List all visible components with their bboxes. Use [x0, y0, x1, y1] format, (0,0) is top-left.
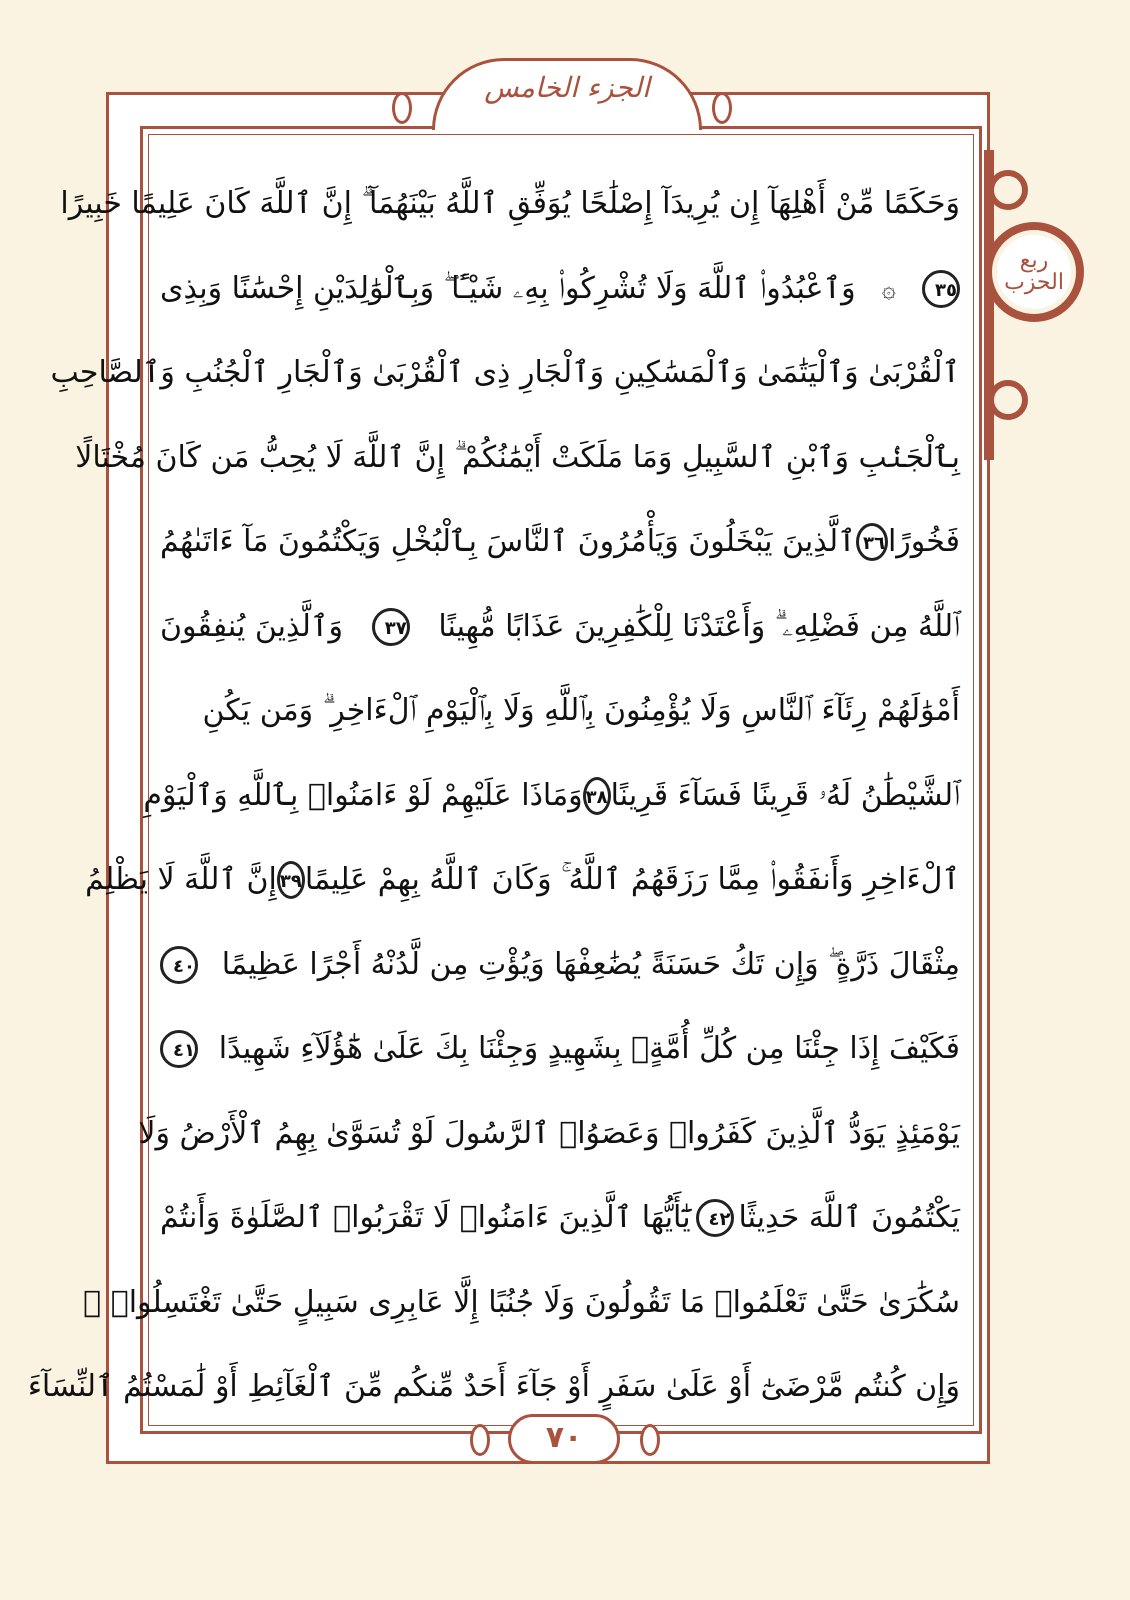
rub-al-hizb-label: ربع الحزب [997, 235, 1071, 309]
curl-ornament-icon [988, 380, 1028, 420]
verse-number-marker: ٤٠ [160, 946, 198, 984]
text-line [160, 1176, 960, 1261]
text-segment: سُكَٰرَىٰ حَتَّىٰ تَعْلَمُوا۟ مَا تَقُولُونَ وَلَا جُنُبًا إِلَّا عَابِرِى سَبِيلٍ حَتَّىٰ تَغْتَسِلُوا۟ ۚ [83, 1284, 960, 1320]
text-line [85, 838, 960, 923]
page-number: ٧٠ [508, 1414, 620, 1464]
verse-number-marker: ٣٦ [856, 523, 888, 561]
text-segment: وَٱعْبُدُوا۟ ٱللَّهَ وَلَا تُشْرِكُوا۟ بِهِۦ شَيْـًٔا ۖ وَبِٱلْوَٰلِدَيْنِ إِحْسَٰنًا وَبِذِى [160, 270, 856, 306]
text-line [138, 1092, 960, 1177]
verse-number-marker: ٤٢ [696, 1199, 734, 1237]
text-line [83, 1261, 960, 1346]
text-segment: يَكْتُمُونَ ٱللَّهَ حَدِيثًا [738, 1200, 960, 1236]
text-line [160, 669, 960, 754]
leaf-ornament-icon [392, 92, 412, 124]
text-segment: يَوْمَئِذٍ يَوَدُّ ٱلَّذِينَ كَفَرُوا۟ وَعَصَوُا۟ ٱلرَّسُولَ لَوْ تُسَوَّىٰ بِهِمُ ٱلْأَرْضُ وَلَا [138, 1115, 960, 1151]
text-segment: وَإِن كُنتُم مَّرْضَىٰٓ أَوْ عَلَىٰ سَفَرٍ أَوْ جَآءَ أَحَدٌ مِّنكُم مِّنَ ٱلْغَآئِطِ أَوْ لَٰمَسْتُمُ ٱلنِّسَآءَ [27, 1369, 960, 1405]
text-segment: ٱلْءَاخِرِ وَأَنفَقُوا۟ مِمَّا رَزَقَهُمُ ٱللَّهُ ۚ وَكَانَ ٱللَّهُ بِهِمْ عَلِيمًا [304, 862, 960, 898]
text-line [143, 754, 960, 839]
text-line [160, 500, 960, 585]
verse-number-marker: ٣٥ [922, 270, 960, 308]
verse-number-marker: ٣٧ [372, 608, 410, 646]
juz-title: الجزء الخامس [484, 71, 650, 104]
verse-number-marker: ٤١ [160, 1030, 198, 1068]
curl-ornament-icon [988, 170, 1028, 210]
verse-number-marker: ٣٨ [583, 777, 611, 815]
text-line [160, 585, 960, 670]
text-segment: بِٱلْجَنۢبِ وَٱبْنِ ٱلسَّبِيلِ وَمَا مَلَكَتْ أَيْمَٰنُكُمْ ۗ إِنَّ ٱللَّهَ لَا يُحِبُّ مَن كَانَ مُخْتَالًا [75, 439, 960, 475]
leaf-ornament-icon [640, 1424, 660, 1456]
text-segment: إِنَّ ٱللَّهَ لَا يَظْلِمُ [85, 862, 277, 898]
text-segment: وَٱلَّذِينَ يُنفِقُونَ [160, 608, 343, 644]
text-segment: ٱلَّذِينَ يَبْخَلُونَ وَيَأْمُرُونَ ٱلنَّاسَ بِٱلْبُخْلِ وَيَكْتُمُونَ مَآ ءَاتَىٰهُمُ [160, 524, 856, 560]
text-segment: وَمَاذَا عَلَيْهِمْ لَوْ ءَامَنُوا۟ بِٱللَّهِ وَٱلْيَوْمِ [143, 777, 583, 813]
juz-header-cartouche [432, 58, 702, 130]
quran-text-block [27, 162, 960, 1430]
text-segment: أَمْوَٰلَهُمْ رِئَآءَ ٱلنَّاسِ وَلَا يُؤْمِنُونَ بِٱللَّهِ وَلَا بِٱلْيَوْمِ ٱلْءَاخِرِ ۗ وَمَن يَكُنِ [202, 693, 960, 729]
text-segment: فَخُورًا [887, 524, 960, 560]
text-line [50, 331, 960, 416]
text-line [60, 162, 960, 247]
rub-al-hizb-medallion [984, 222, 1084, 322]
text-segment: ٱلْقُرْبَىٰ وَٱلْيَتَٰمَىٰ وَٱلْمَسَٰكِينِ وَٱلْجَارِ ذِى ٱلْقُرْبَىٰ وَٱلْجَارِ ٱلْجُنُبِ وَٱلصَّاحِبِ [50, 355, 960, 391]
text-segment: فَكَيْفَ إِذَا جِئْنَا مِن كُلِّ أُمَّةٍۭ بِشَهِيدٍ وَجِئْنَا بِكَ عَلَىٰ هَٰٓؤُلَآءِ شَهِيدًا [218, 1031, 960, 1067]
leaf-ornament-icon [712, 92, 732, 124]
text-line [160, 247, 960, 332]
text-segment: يَٰٓأَيُّهَا ٱلَّذِينَ ءَامَنُوا۟ لَا تَقْرَبُوا۟ ٱلصَّلَوٰةَ وَأَنتُمْ [160, 1200, 691, 1236]
text-segment: مِثْقَالَ ذَرَّةٍ ۖ وَإِن تَكُ حَسَنَةً يُضَٰعِفْهَا وَيُؤْتِ مِن لَّدُنْهُ أَجْرًا عَظِيمًا [221, 946, 960, 982]
verse-number-marker: ٣٩ [277, 861, 305, 899]
leaf-ornament-icon [470, 1424, 490, 1456]
text-segment: ٱللَّهُ مِن فَضْلِهِۦ ۗ وَأَعْتَدْنَا لِلْكَٰفِرِينَ عَذَابًا مُّهِينًا [438, 608, 960, 644]
text-line [160, 923, 960, 1008]
text-line [160, 1007, 960, 1092]
text-segment: وَحَكَمًا مِّنْ أَهْلِهَآ إِن يُرِيدَآ إِصْلَٰحًا يُوَفِّقِ ٱللَّهُ بَيْنَهُمَآ ۗ إِنَّ ٱللَّهَ كَانَ عَلِيمًا خَبِيرًا [60, 186, 960, 222]
text-line [75, 416, 960, 501]
text-segment: ٱلشَّيْطَٰنُ لَهُۥ قَرِينًا فَسَآءَ قَرِينًا [610, 777, 960, 813]
hizb-star-icon: ۞ [881, 274, 896, 303]
